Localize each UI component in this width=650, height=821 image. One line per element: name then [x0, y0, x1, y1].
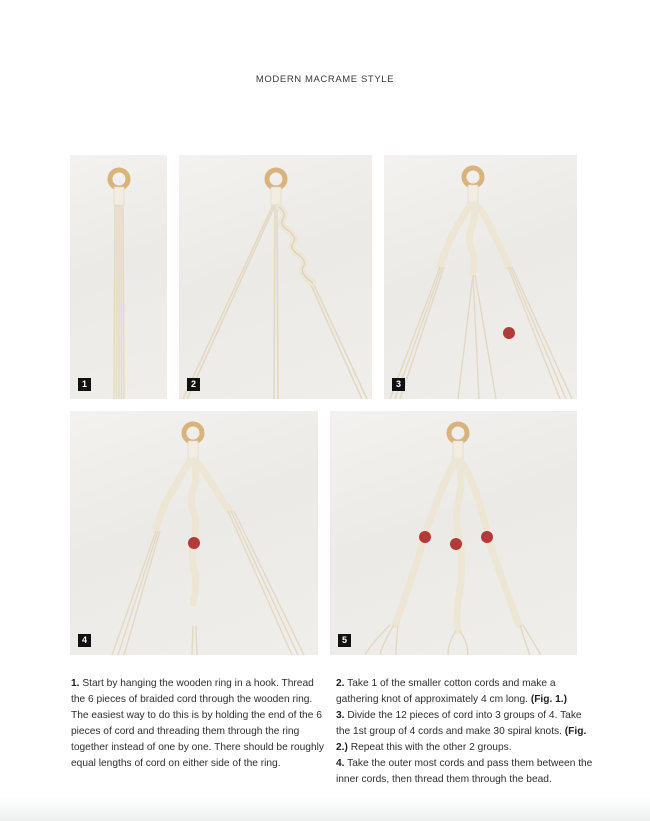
bead: [503, 327, 515, 339]
macrame-illustration-3: [384, 155, 577, 399]
figure-2-badge: 2: [187, 378, 200, 391]
step-3-paragraph: [336, 708, 598, 756]
macrame-illustration-5: [330, 411, 577, 655]
step-3-number: 3.: [336, 710, 345, 721]
step-4-text: Take the outer most cords and pass them between the inner cords, then thread them through the bead.: [336, 758, 593, 785]
step-2-figure-ref: (Fig. 1.): [530, 694, 568, 705]
bead: [450, 538, 462, 550]
instructions-left-column: [71, 676, 329, 772]
bead: [419, 531, 431, 543]
macrame-illustration-2: [179, 155, 372, 399]
page-edge-shadow: [0, 797, 650, 821]
step-4-paragraph: [336, 756, 598, 788]
step-2-text: Take 1 of the smaller cotton cords and make a gathering knot of approximately 4 cm long.: [336, 678, 556, 705]
step-2-number: 2.: [336, 678, 345, 689]
step-1-number: 1.: [71, 678, 80, 689]
running-title: MODERN MACRAME STYLE: [255, 74, 395, 85]
figure-3-badge: 3: [392, 378, 405, 391]
step-3-text-b: Repeat this with the other 2 groups.: [347, 742, 512, 753]
step-2-paragraph: [336, 676, 598, 708]
figure-1-photo: [70, 155, 167, 399]
bead: [188, 537, 200, 549]
step-4-number: 4.: [336, 758, 345, 769]
step-3-figure-ref: (Fig. 2.): [336, 726, 587, 753]
macrame-illustration-4: [70, 411, 318, 655]
figure-2-photo: [179, 155, 372, 399]
step-1-paragraph: [71, 676, 329, 772]
instructions-right-column: [336, 676, 598, 788]
figure-4-badge: 4: [78, 634, 91, 647]
macrame-illustration-1: [70, 155, 167, 399]
figure-5-photo: [330, 411, 577, 655]
step-3-text-a: Divide the 12 pieces of cord into 3 groups of 4. Take the 1st group of 4 cords and make 30 spiral knots.: [336, 710, 582, 737]
figure-3-photo: [384, 155, 577, 399]
figure-4-photo: [70, 411, 318, 655]
step-1-text: Start by hanging the wooden ring in a hook. Thread the 6 pieces of braided cord through the wooden ring. The easiest way to do this is by holding the end of the 6 pieces of cord and threading them through the ring together instead of one by one. There should be roughly equal lengths of cord on either side of the ring.: [71, 678, 324, 769]
figure-1-badge: 1: [78, 378, 91, 391]
bead: [481, 531, 493, 543]
figure-5-badge: 5: [338, 634, 351, 647]
